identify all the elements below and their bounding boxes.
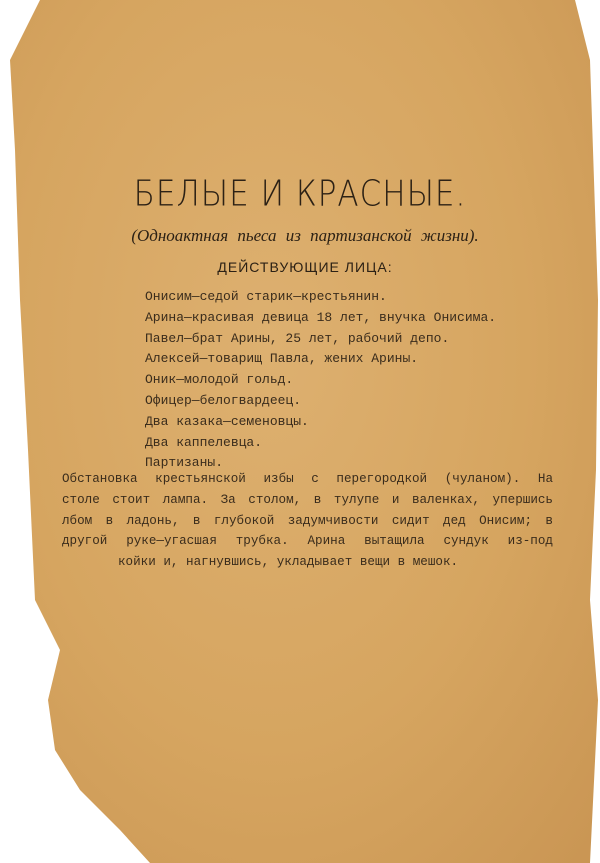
play-subtitle: (Одноактная пьеса из партизанской жизни). bbox=[131, 226, 479, 245]
stage-direction-line: Обстановка крестьянской избы с перегородкой (чуланом). На bbox=[62, 472, 553, 486]
stage-direction bbox=[62, 469, 553, 573]
cast-item: Алексей—товарищ Павла, жених Арины. bbox=[145, 351, 419, 367]
cast-item: Два казака—семеновцы. bbox=[145, 413, 309, 429]
cast-item: Два каппелевца. bbox=[145, 434, 263, 450]
cast-item: Партизаны. bbox=[145, 455, 224, 471]
stage-direction-line: лбом в ладонь, в глубокой задумчивости сидит дед Онисим; в bbox=[62, 513, 553, 528]
play-title: БЕЛЫЕ И КРАСНЫЕ. bbox=[133, 173, 467, 215]
stage-direction-line: другой руке—угасшая трубка. Арина вытащила сундук из-под bbox=[62, 534, 553, 549]
stage-direction-line: койки и, нагнувшись, укладывает вещи в мешок. bbox=[118, 555, 459, 570]
cast-heading: ДЕЙСТВУЮЩИЕ ЛИЦА: bbox=[217, 259, 393, 275]
cast-item: Офицер—белогвардеец. bbox=[145, 392, 302, 408]
cast-item: Онисим—седой старик—крестьянин. bbox=[145, 289, 387, 304]
cast-item: Оник—молодой гольд. bbox=[145, 372, 294, 388]
cast-list bbox=[145, 287, 496, 474]
cast-item: Арина—красивая девица 18 лет, внучка Онисима. bbox=[145, 309, 497, 325]
cast-item: Павел—брат Арины, 25 лет, рабочий депо. bbox=[145, 330, 450, 346]
stage-direction-line: столе стоит лампа. За столом, в тулупе и валенках, упершись bbox=[62, 492, 553, 507]
